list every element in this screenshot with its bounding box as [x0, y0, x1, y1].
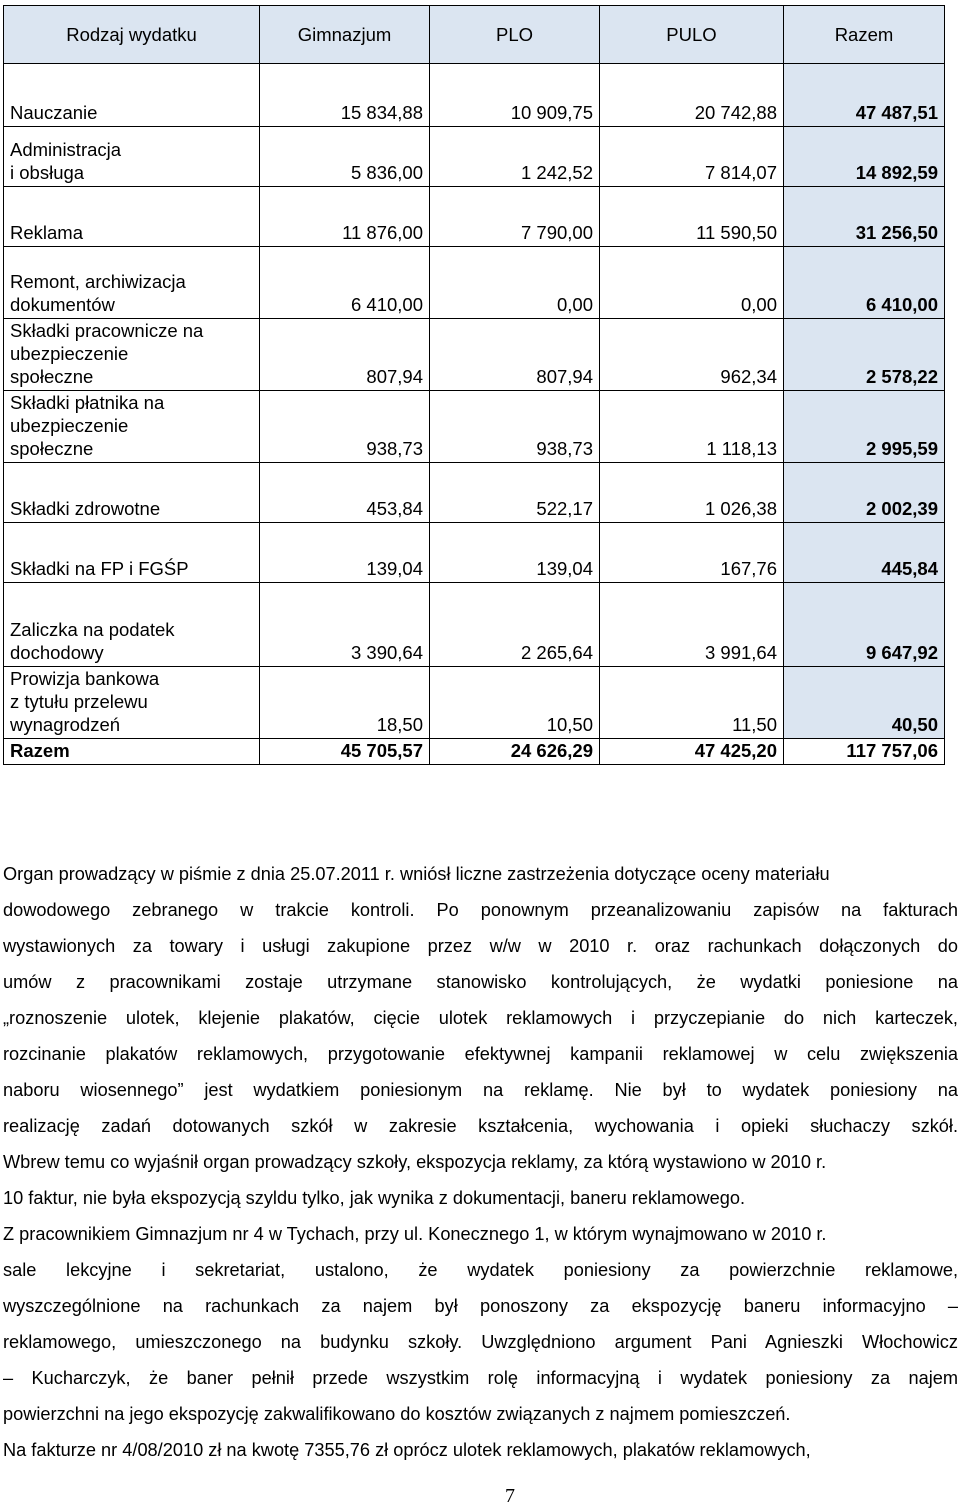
cell-expense-type: Razem [4, 739, 260, 765]
cell-expense-type: Składki zdrowotne [4, 463, 260, 523]
cell-plo: 10,50 [430, 667, 600, 739]
header-razem: Razem [784, 6, 945, 64]
cell-gim: 6 410,00 [260, 247, 430, 319]
cell-total: 2 578,22 [784, 319, 945, 391]
cell-gim: 453,84 [260, 463, 430, 523]
paragraph-line: Na fakturze nr 4/08/2010 zł na kwotę 7355,76 zł oprócz ulotek reklamowych, plakatów reklamowych, [3, 1440, 811, 1460]
cell-total: 14 892,59 [784, 127, 945, 187]
table-row [4, 64, 945, 127]
cell-gim: 15 834,88 [260, 64, 430, 127]
table-header-row [4, 6, 945, 64]
cell-pulo: 7 814,07 [600, 127, 784, 187]
cell-gim: 11 876,00 [260, 187, 430, 247]
paragraph-line: – Kucharczyk, że baner pełnił przede wszystkim rolę informacyjną i wydatek poniesiony za najem [3, 1368, 958, 1388]
cell-expense-type: Nauczanie [4, 64, 260, 127]
cell-plo: 807,94 [430, 319, 600, 391]
cell-expense-type: Zaliczka na podatek dochodowy [4, 583, 260, 667]
table-row [4, 463, 945, 523]
cell-plo: 0,00 [430, 247, 600, 319]
header-gimnazjum: Gimnazjum [260, 6, 430, 64]
cell-gim: 18,50 [260, 667, 430, 739]
header-rodzaj: Rodzaj wydatku [4, 6, 260, 64]
header-pulo: PULO [600, 6, 784, 64]
cell-plo: 1 242,52 [430, 127, 600, 187]
paragraph-line: umów z pracownikami zostaje utrzymane stanowisko kontrolujących, że wydatki poniesione na [3, 972, 958, 992]
cell-gim: 807,94 [260, 319, 430, 391]
paragraph-line: reklamowego, umieszczonego na budynku szkoły. Uwzględniono argument Pani Agnieszki Włochowicz [3, 1332, 958, 1352]
cell-expense-type: Prowizja bankowa z tytułu przelewu wynagrodzeń [4, 667, 260, 739]
table-row [4, 247, 945, 319]
cell-plo: 7 790,00 [430, 187, 600, 247]
cell-pulo: 20 742,88 [600, 64, 784, 127]
cell-gim: 139,04 [260, 523, 430, 583]
cell-expense-type: Składki pracownicze na ubezpieczenie społeczne [4, 319, 260, 391]
table-row [4, 187, 945, 247]
paragraph-line: Wbrew temu co wyjaśnił organ prowadzący szkoły, ekspozycja reklamy, za którą wystawiono w 2010 r. [3, 1152, 827, 1172]
paragraph-line: sale lekcyjne i sekretariat, ustalono, że wydatek poniesiony za powierzchnie reklamowe, [3, 1260, 958, 1280]
body-paragraph [3, 856, 958, 1468]
cell-plo: 2 265,64 [430, 583, 600, 667]
cell-pulo: 11 590,50 [600, 187, 784, 247]
cell-total: 47 487,51 [784, 64, 945, 127]
cell-pulo: 167,76 [600, 523, 784, 583]
cell-total: 2 002,39 [784, 463, 945, 523]
table-row [4, 319, 945, 391]
table-row [4, 667, 945, 739]
table-row [4, 583, 945, 667]
expense-table [3, 5, 945, 765]
cell-expense-type: Składki na FP i FGŚP [4, 523, 260, 583]
cell-gim: 5 836,00 [260, 127, 430, 187]
paragraph-line: wyszczególnione na rachunkach za najem był ponoszony za ekspozycję baneru informacyjno – [3, 1296, 958, 1316]
paragraph-line: dowodowego zebranego w trakcie kontroli. Po ponownym przeanalizowaniu zapisów na fakturach [3, 900, 958, 920]
paragraph-line: rozcinanie plakatów reklamowych, przygotowanie efektywnej kampanii reklamowej w celu zwiększenia [3, 1044, 958, 1064]
cell-total: 445,84 [784, 523, 945, 583]
cell-pulo: 47 425,20 [600, 739, 784, 765]
cell-total: 40,50 [784, 667, 945, 739]
cell-total: 117 757,06 [784, 739, 945, 765]
cell-plo: 938,73 [430, 391, 600, 463]
cell-gim: 3 390,64 [260, 583, 430, 667]
cell-total: 31 256,50 [784, 187, 945, 247]
paragraph-line: wystawionych za towary i usługi zakupione przez w/w w 2010 r. oraz rachunkach dołączonych do [3, 936, 958, 956]
cell-expense-type: Składki płatnika na ubezpieczenie społeczne [4, 391, 260, 463]
paragraph-line: realizację zadań dotowanych szkół w zakresie kształcenia, wychowania i opieki słuchaczy szkół. [3, 1116, 958, 1136]
cell-total: 2 995,59 [784, 391, 945, 463]
paragraph-line: Organ prowadzący w piśmie z dnia 25.07.2011 r. wniósł liczne zastrzeżenia dotyczące oceny materiału [3, 864, 830, 884]
cell-gim: 938,73 [260, 391, 430, 463]
cell-total: 9 647,92 [784, 583, 945, 667]
cell-pulo: 0,00 [600, 247, 784, 319]
paragraph-line: „roznoszenie ulotek, klejenie plakatów, cięcie ulotek reklamowych i przyczepianie do nich karteczek, [3, 1008, 958, 1028]
cell-expense-type: Administracja i obsługa [4, 127, 260, 187]
paragraph-line: naboru wiosennego” jest wydatkiem poniesionym na reklamę. Nie był to wydatek poniesiony na [3, 1080, 958, 1100]
cell-expense-type: Remont, archiwizacja dokumentów [4, 247, 260, 319]
cell-plo: 139,04 [430, 523, 600, 583]
cell-plo: 24 626,29 [430, 739, 600, 765]
cell-pulo: 962,34 [600, 319, 784, 391]
paragraph-line: 10 faktur, nie była ekspozycją szyldu tylko, jak wynika z dokumentacji, baneru reklamowego. [3, 1188, 746, 1208]
paragraph-line: powierzchni na jego ekspozycję zakwalifikowano do kosztów związanych z najmem pomieszczeń. [3, 1404, 791, 1424]
cell-pulo: 3 991,64 [600, 583, 784, 667]
cell-pulo: 1 026,38 [600, 463, 784, 523]
cell-gim: 45 705,57 [260, 739, 430, 765]
header-plo: PLO [430, 6, 600, 64]
cell-pulo: 11,50 [600, 667, 784, 739]
cell-pulo: 1 118,13 [600, 391, 784, 463]
cell-total: 6 410,00 [784, 247, 945, 319]
paragraph-line: Z pracownikiem Gimnazjum nr 4 w Tychach, przy ul. Konecznego 1, w którym wynajmowano w 2010 r. [3, 1224, 827, 1244]
table-total-row [4, 739, 945, 765]
cell-plo: 10 909,75 [430, 64, 600, 127]
page-number: 7 [505, 1485, 515, 1507]
table-row [4, 523, 945, 583]
table-row [4, 127, 945, 187]
cell-expense-type: Reklama [4, 187, 260, 247]
table-row [4, 391, 945, 463]
cell-plo: 522,17 [430, 463, 600, 523]
